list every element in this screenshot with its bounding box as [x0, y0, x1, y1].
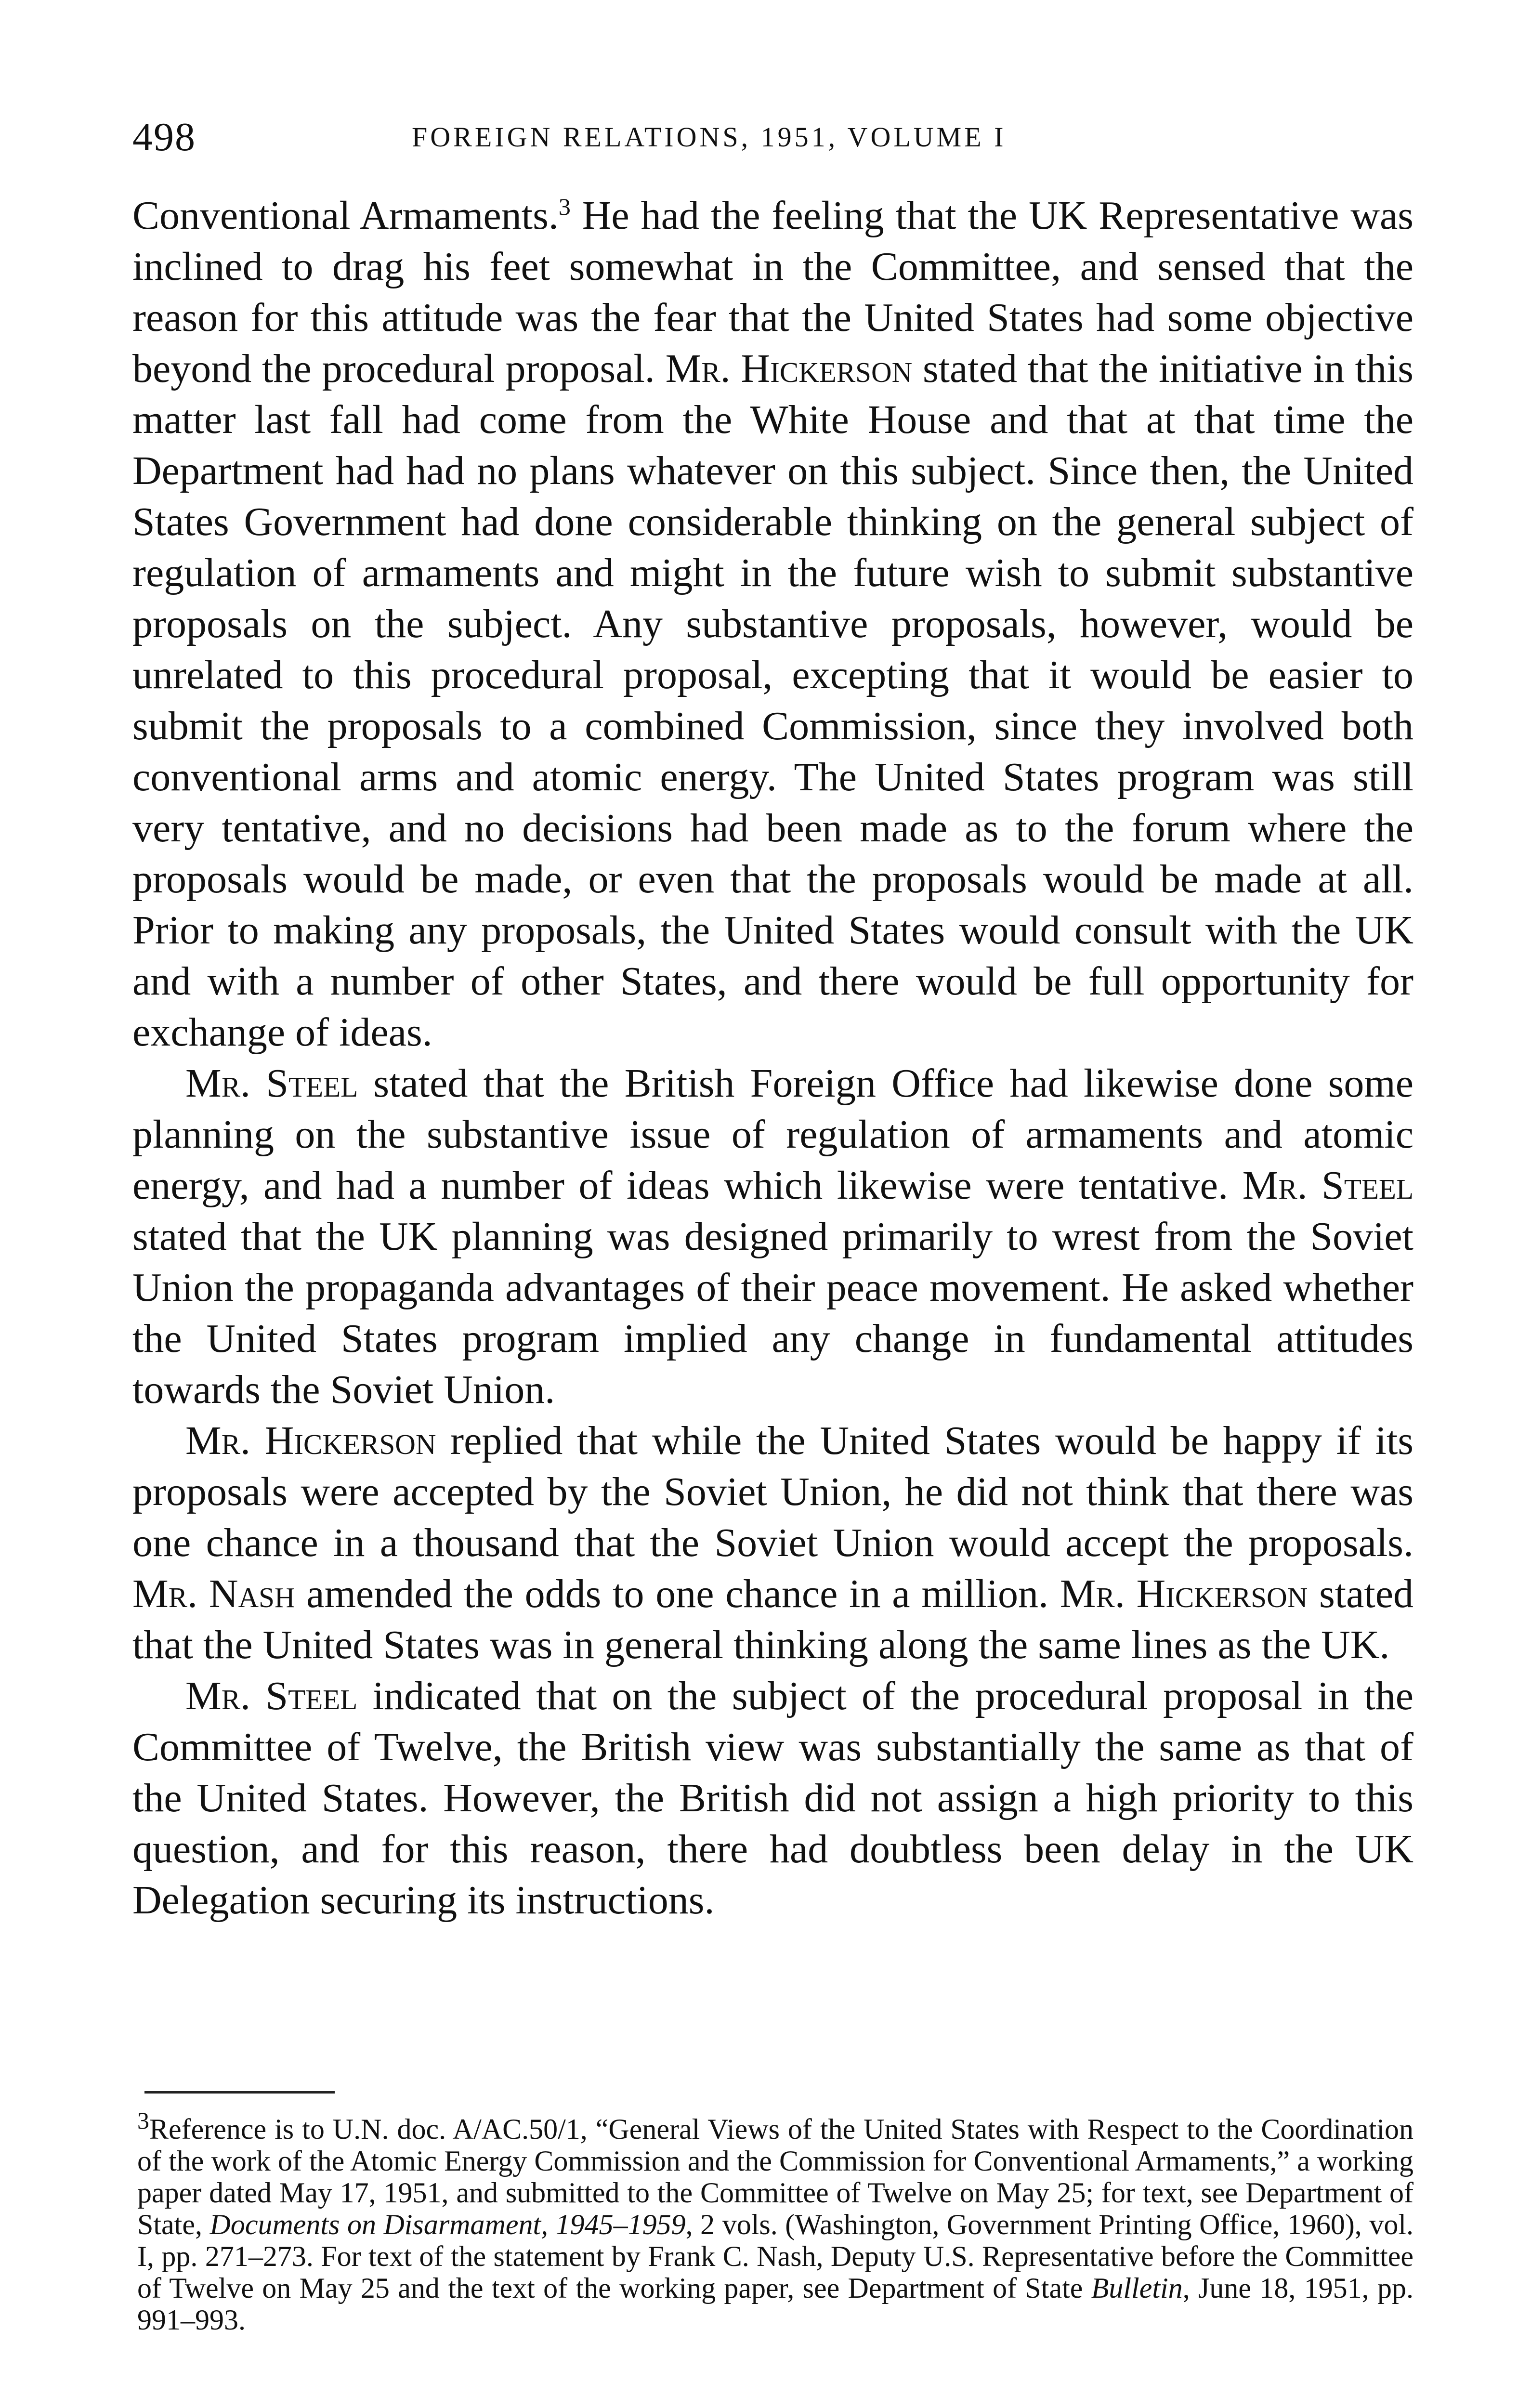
speaker-steel: Mr. Steel [185, 1061, 358, 1106]
speaker-hickerson: Mr. Hickerson [1060, 1571, 1308, 1616]
footnote-text-2: , 2 vols. (Washington, Government Printing Office, 1960), vol. I, pp. 271–273. For text of the statement by Frank C. Nash, Deputy U.S. Representative before the Committee of Twelve on May 25 and the text of the working paper, see Department of State [137, 2209, 1413, 2304]
speaker-hickerson: Mr. Hickerson [185, 1418, 436, 1463]
footnote-reference: 3 [558, 193, 571, 220]
paragraph-4 [132, 1671, 1413, 1926]
body-text [132, 190, 1413, 1926]
speaker-hickerson: Mr. Hickerson [665, 346, 913, 391]
para2-text-2: stated that the UK planning was designed primarily to wrest from the Soviet Union the propaganda advantages of their peace movement. He asked whether the United States program implied any change in fundamental attitudes towards the Soviet Union. [132, 1214, 1413, 1412]
para3-text-2: amended the odds to one chance in a million. [295, 1571, 1060, 1616]
paragraph-2 [132, 1058, 1413, 1415]
page-number: 498 [132, 115, 196, 159]
footnote-text-3: , June 18, 1951, pp. 991–993. [137, 2272, 1413, 2336]
paragraph-1 [132, 190, 1413, 1058]
speaker-steel: Mr. Steel [1242, 1163, 1414, 1208]
footnote-text-1: Reference is to U.N. doc. A/AC.50/1, “General Views of the United States with Respect to the Coordination of the work of the Atomic Energy Commission and the Commission for Conventional Armaments,” a working paper dated May 17, 1951, and submitted to the Committee of Twelve on May 25; for text, see Department of State, [137, 2113, 1413, 2240]
para3-text-1: replied that while the United States would be happy if its proposals were accepted by the Soviet Union, he did not think that there was one chance in a thousand that the Soviet Union would accept the proposals. [132, 1418, 1413, 1565]
footnote-marker: 3 [137, 2107, 149, 2134]
para2-text-1: stated that the British Foreign Office had likewise done some planning on the substantive issue of regulation of armaments and atomic energy, and had a number of ideas which likewise were tentative. [132, 1061, 1413, 1208]
running-head: FOREIGN RELATIONS, 1951, VOLUME I [412, 121, 1007, 153]
para1-text-3: stated that the initiative in this matter last fall had come from the White House and that at that time the Department had had no plans whatever on this subject. Since then, the United States Government had done considerable thinking on the general subject of regulation of armaments and might in the future wish to submit substantive proposals on the subject. Any substantive proposals, however, would be unrelated to this procedural proposal, excepting that it would be easier to submit the proposals to a combined Commission, since they involved both conventional arms and atomic energy. The United States program was still very tentative, and no decisions had been made as to the forum where the proposals would be made, or even that the proposals would be made at all. Prior to making any proposals, the United States would consult with the UK and with a number of other States, and there would be full opportunity for exchange of ideas. [132, 346, 1413, 1055]
page-header [132, 111, 1413, 164]
footnote-title-bulletin: Bulletin [1091, 2272, 1183, 2304]
para1-text-2: He had the feeling that the UK Representative was inclined to drag his feet somewhat in the Committee, and sensed that the reason for this attitude was the fear that the United States had some objective beyond the procedural proposal. [132, 193, 1413, 391]
footnote-divider [144, 2091, 335, 2094]
paragraph-3 [132, 1415, 1413, 1671]
para4-text-1: indicated that on the subject of the procedural proposal in the Committee of Twelve, the British view was substantially the same as that of the United States. However, the British did not assign a high priority to this question, and for this reason, there had doubtless been delay in the UK Delegation securing its instructions. [132, 1674, 1413, 1923]
footnote [137, 2107, 1413, 2336]
speaker-steel: Mr. Steel [185, 1674, 358, 1718]
para1-text-1: Conventional Armaments. [132, 193, 559, 238]
speaker-nash: Mr. Nash [132, 1571, 295, 1616]
footnote-title-documents: Documents on Disarmament, 1945–1959 [209, 2209, 686, 2240]
para3-text-3: stated that the United States was in general thinking along the same lines as the UK. [132, 1571, 1414, 1667]
